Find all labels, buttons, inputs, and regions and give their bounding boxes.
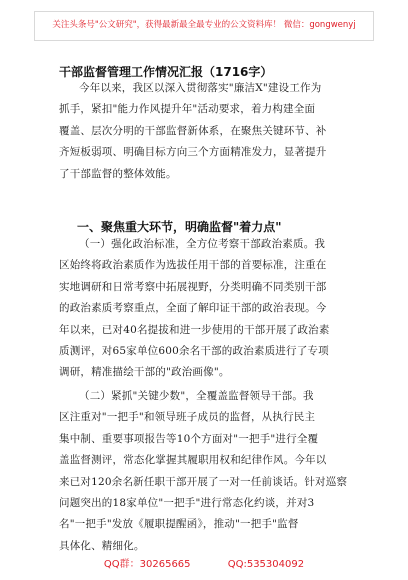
paragraph-line: 来已对120余名新任职干部开展了一对一任前谈话。针对巡察: [59, 475, 348, 488]
paragraph-line: 集中制、重要事项报告等10个方面对"一把手"进行全覆: [59, 432, 319, 445]
paragraph-line: 质测评，对65家单位600余名干部的政治素质进行了专项: [59, 345, 329, 358]
paragraph-line: 覆盖、层次分明的干部监督新体系，在聚焦关键环节、补: [59, 124, 327, 137]
paragraph-key-minority: [59, 386, 359, 557]
banner-text: 关注头条号"公文研究"，获得最新最全最专业的公文资料库！ 微信：gongwenyj: [52, 20, 356, 30]
paragraph-line: 抓手，紧扣"能力作风提升年"活动要求，着力构建全面: [59, 103, 316, 116]
paragraph-political-standard: [59, 234, 359, 384]
footer-contact: [0, 555, 408, 570]
paragraph-line: 区始终将政治素质作为选拔任用干部的首要标准，注重在: [59, 259, 327, 272]
paragraph-line: 实地调研和日常考察中拓展视野，分类明确不同类别干部: [59, 280, 327, 293]
paragraph-line: 今年以来，我区以深入贯彻落实"廉洁X"建设工作为: [79, 82, 322, 94]
paragraph-line: （二）紧抓"关键少数"，全覆盖监督领导干部。我: [79, 390, 314, 402]
paragraph-line: 了干部监督的整体效能。: [59, 167, 177, 180]
paragraph-line: 区注重对"一把手"和领导班子成员的监督，从执行民主: [59, 411, 316, 424]
paragraph-line: （一）强化政治标准，全方位考察干部政治素质。我: [79, 238, 326, 250]
paragraph-line: 齐短板弱项、明确目标方向三个方面精准发力，显著提升: [59, 146, 327, 159]
document-title: 干部监督管理工作情况汇报（1716字）: [59, 65, 273, 79]
qq-number-text: QQ:535304092: [227, 559, 305, 570]
header-banner: [34, 11, 374, 41]
paragraph-line: 盖监督测评，常态化掌握其履职用权和纪律作风。今年以: [59, 454, 327, 467]
intro-paragraph: [59, 78, 359, 185]
paragraph-line: 调研，精准描绘干部的"政治画像"。: [59, 366, 230, 379]
paragraph-line: 具体化、精细化。: [59, 539, 145, 552]
paragraph-line: 年以来，已对40名提拔和进一步使用的干部开展了政治素: [59, 323, 330, 336]
qq-group-text: QQ群：30265665: [103, 559, 191, 570]
paragraph-line: 的政治素质考察重点，全面了解印证干部的政治表现。今: [59, 302, 327, 315]
paragraph-line: 名"一把手"发放《履职提醒函》，推动"一把手"监督: [59, 518, 299, 531]
paragraph-line: 问题突出的18家单位"一把手"进行常态化约谈，并对3: [59, 497, 315, 510]
section-heading: 一、聚焦重大环节，明确监督"着力点": [77, 220, 282, 234]
